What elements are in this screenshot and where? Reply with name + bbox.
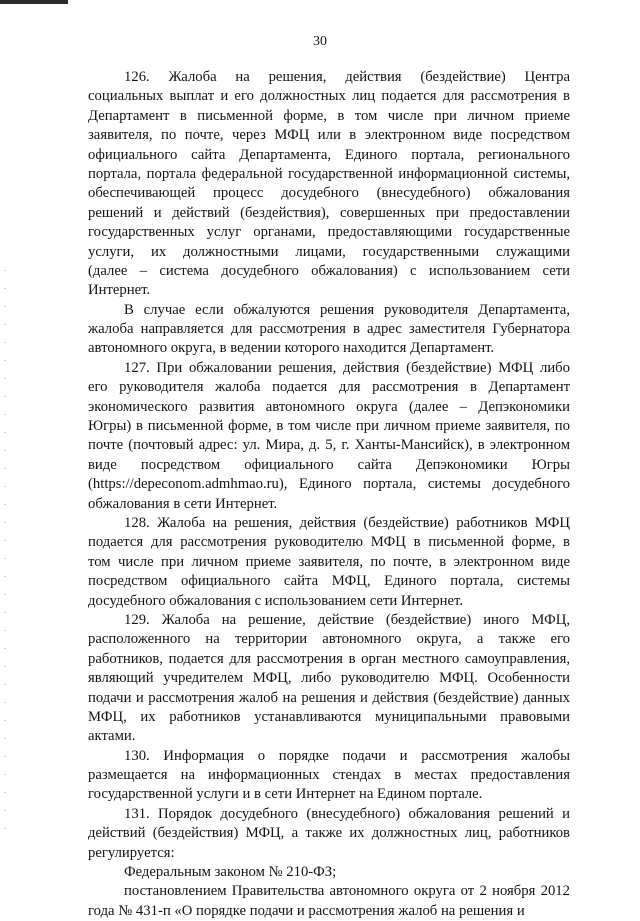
text-line: посредством официального сайта МФЦ, Единого портала, системы [88,573,570,590]
text-line: 129. Жалоба на решение, действие (бездействие) иного МФЦ, [124,611,570,628]
text-line: 131. Порядок досудебного (внесудебного) обжалования решений и [124,805,570,822]
text-line: обеспечивающей процесс досудебного (внесудебного) обжалования [88,185,570,202]
text-line: 127. При обжаловании решения, действия (бездействие) МФЦ либо [124,359,570,376]
scan-edge-marks [4,270,6,830]
text-line: виде посредством официального сайта Депэкономики Югры [88,456,570,473]
text-line: Югры) в письменной форме, в том числе при личном приеме заявителя, по [88,418,570,435]
text-line: досудебного обжалования с использованием сети Интернет. [88,592,464,609]
text-line: Департамент в письменной форме, в том числе при личном приеме [88,107,570,124]
paragraph-p131b [88,882,570,921]
text-line: обжалования в сети Интернет. [88,495,278,512]
text-line: 126. Жалоба на решения, действия (бездействие) Центра [124,69,570,85]
text-line: года № 431-п «О порядке подачи и рассмотрения жалоб на решения и [88,902,525,919]
text-line: 130. Информация о порядке подачи и рассмотрения жалобы [124,747,570,764]
text-line: постановлением Правительства автономного округа от 2 ноября 2012 [124,883,570,900]
text-line: подается для рассмотрения руководителю МФЦ в письменной форме, в [88,534,570,551]
text-line: 128. Жалоба на решения, действия (бездействие) работников МФЦ [124,514,570,531]
text-line: его руководителя жалоба подается для рассмотрения в Департамент [88,379,570,396]
text-line: расположенного на территории автономного округа, а также его [88,631,570,648]
paragraph-p129 [88,611,570,747]
text-line: государственных услуг органами, предоставляющими государственные [88,224,570,241]
text-line: размещается на информационных стендах в местах предоставления [88,767,570,784]
paragraph-p128 [88,514,570,611]
text-line: (далее – система досудебного обжалования) с использованием сети [88,262,570,279]
text-line: социальных выплат и его должностных лиц подается для рассмотрения в [88,88,570,105]
paragraph-p126b [88,301,570,359]
text-line: экономического развития автономного округа (далее – Депэкономики [88,398,570,415]
text-line: МФЦ, их работников устанавливаются муниципальными правовыми [88,708,570,725]
text-line: почте (почтовый адрес: ул. Мира, д. 5, г. Ханты-Мансийск), в электронном [88,437,570,454]
text-line: официального сайта Департамента, Единого портала, регионального [88,146,570,163]
text-line: заявителя, по почте, через МФЦ или в электронном виде посредством [88,127,570,144]
page-number: 30 [313,34,327,49]
text-line: портала, портала федеральной государственной информационной системы, [88,165,570,182]
text-line: решений и действий (бездействия), совершенных при предоставлении [88,204,570,221]
text-line: автономного округа, в ведении которого находится Департамент. [88,340,495,357]
paragraph-p131 [88,805,570,863]
text-line: государственной услуги и в сети Интернет на Едином портале. [88,786,483,803]
text-line: Федеральным законом № 210-ФЗ; [124,864,337,881]
text-line: действий (бездействия) МФЦ, а также их должностных лиц, работников [88,825,570,842]
text-line: являющий учредителем МФЦ, либо руководителю МФЦ. Особенности [88,670,570,687]
text-line: актами. [88,728,136,745]
text-line: (https://depeconom.admhmao.ru), Единого портала, системы досудебного [88,476,570,493]
text-line: Интернет. [88,282,151,299]
top-edge-mark [0,0,68,4]
paragraph-p126 [88,68,570,301]
paragraph-p130 [88,747,570,805]
text-line: регулируется: [88,844,175,861]
text-line: работников, подается для рассмотрения в орган местного самоуправления, [88,650,570,667]
paragraph-p131a [88,863,570,882]
text-line: том числе при личном приеме заявителя, по почте, в электронном виде [88,553,570,570]
document-body [88,68,570,921]
text-line: подачи и рассмотрения жалоб на решения и действия (бездействие) данных [88,689,570,706]
text-line: услуги, их должностными лицами, государственными служащими [88,243,570,260]
text-line: жалоба направляется для рассмотрения в адрес заместителя Губернатора [88,321,570,338]
paragraph-p127 [88,359,570,514]
text-line: В случае если обжалуются решения руководителя Департамента, [124,301,570,318]
